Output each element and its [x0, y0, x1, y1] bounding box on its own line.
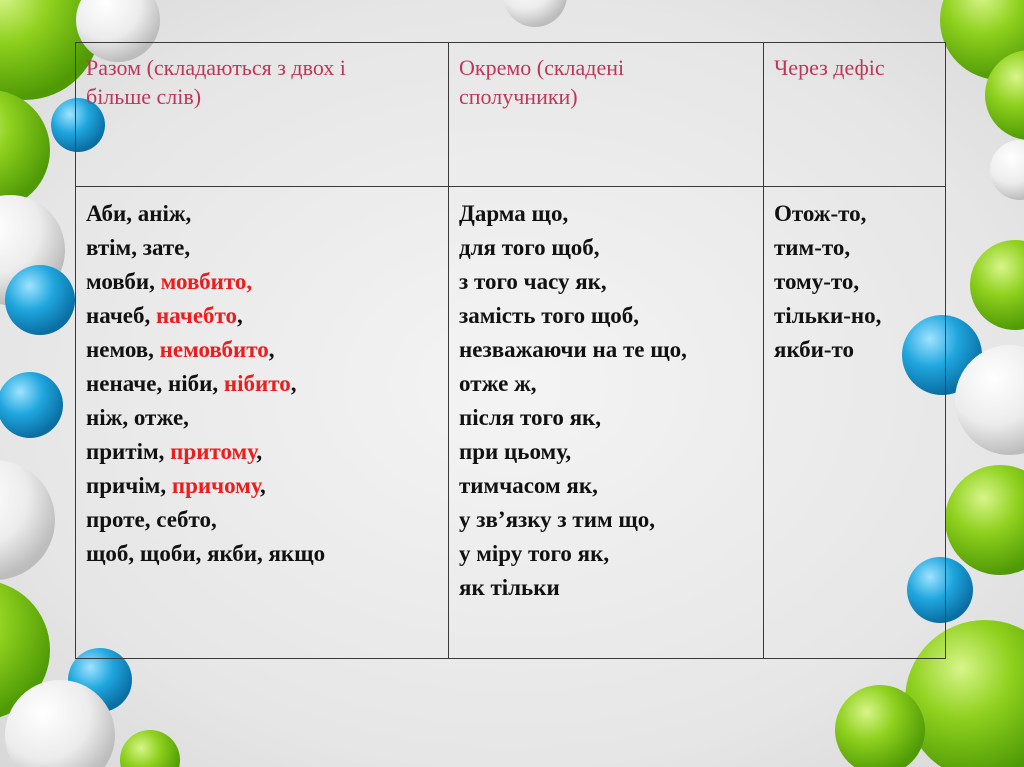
header-separate-text: Окремо (складені сполучники)	[459, 55, 625, 109]
word-text: Аби, аніж,	[86, 201, 192, 226]
word-text: Отож-то,	[774, 201, 867, 226]
highlighted-word: немовбито	[159, 337, 269, 362]
word-line	[774, 197, 945, 231]
word-line	[86, 469, 448, 503]
word-text: з того часу як,	[459, 269, 607, 294]
conjunctions-table	[75, 42, 946, 659]
word-text: причім,	[86, 473, 172, 498]
word-text: як тільки	[459, 575, 560, 600]
word-line	[459, 367, 763, 401]
word-line	[459, 401, 763, 435]
together-word-list	[76, 187, 448, 571]
word-line	[459, 503, 763, 537]
word-text: щоб, щоби, якби, якщо	[86, 541, 326, 566]
word-text: у міру того як,	[459, 541, 610, 566]
word-text: ,	[256, 439, 263, 464]
word-text: після того як,	[459, 405, 602, 430]
word-line	[459, 265, 763, 299]
highlighted-word: мовбито,	[160, 269, 253, 294]
word-text: ,	[260, 473, 266, 498]
word-text: тільки-но,	[774, 303, 882, 328]
word-line	[86, 435, 448, 469]
body-cell-together	[76, 187, 449, 659]
word-line	[459, 231, 763, 265]
word-line	[86, 367, 448, 401]
highlighted-word: нібито	[223, 371, 291, 396]
word-line	[459, 299, 763, 333]
word-line	[459, 435, 763, 469]
word-text: притім,	[86, 439, 171, 464]
word-line	[86, 299, 448, 333]
header-cell-together	[76, 43, 449, 187]
word-line	[774, 299, 945, 333]
word-text: Дарма що,	[459, 201, 569, 226]
word-line	[774, 265, 945, 299]
word-line	[774, 231, 945, 265]
word-text: якби-то	[774, 337, 855, 362]
word-line	[774, 333, 945, 367]
word-text: отже ж,	[459, 371, 537, 396]
word-line	[86, 401, 448, 435]
word-text: проте, себто,	[86, 507, 217, 532]
word-text: начеб,	[86, 303, 157, 328]
word-line	[459, 333, 763, 367]
header-row	[76, 43, 946, 187]
word-line	[459, 469, 763, 503]
word-text: тим-то,	[774, 235, 851, 260]
word-text: незважаючи на те що,	[459, 337, 687, 362]
header-cell-separate	[449, 43, 764, 187]
word-text: немов,	[86, 337, 160, 362]
word-line	[86, 197, 448, 231]
word-text: втім, зате,	[86, 235, 191, 260]
body-row	[76, 187, 946, 659]
word-text: ніж, отже,	[86, 405, 189, 430]
word-line	[459, 197, 763, 231]
word-line	[86, 537, 448, 571]
highlighted-word: притому	[170, 439, 257, 464]
word-line	[459, 571, 763, 605]
word-line	[86, 333, 448, 367]
word-line	[86, 265, 448, 299]
body-cell-separate	[449, 187, 764, 659]
word-line	[86, 231, 448, 265]
separate-word-list	[449, 187, 763, 605]
word-text: мовби,	[86, 269, 161, 294]
highlighted-word: начебто	[156, 303, 238, 328]
word-text: замість того щоб,	[459, 303, 640, 328]
word-text: ,	[237, 303, 243, 328]
word-text: тому-то,	[774, 269, 860, 294]
word-text: у зв’язку з тим що,	[459, 507, 656, 532]
header-hyphen-text: Через дефіс	[774, 55, 885, 80]
word-text: тимчасом як,	[459, 473, 598, 498]
header-cell-hyphen	[764, 43, 946, 187]
header-together-text: Разом (складаються з двох і більше слів)	[86, 55, 346, 109]
word-line	[459, 537, 763, 571]
hyphen-word-list	[764, 187, 945, 367]
highlighted-word: причому	[171, 473, 261, 498]
word-text: ,	[268, 337, 275, 362]
word-text: неначе, ніби,	[86, 371, 224, 396]
word-line	[86, 503, 448, 537]
word-text: при цьому,	[459, 439, 572, 464]
word-text: для того щоб,	[459, 235, 600, 260]
body-cell-hyphen	[764, 187, 946, 659]
word-text: ,	[290, 371, 297, 396]
